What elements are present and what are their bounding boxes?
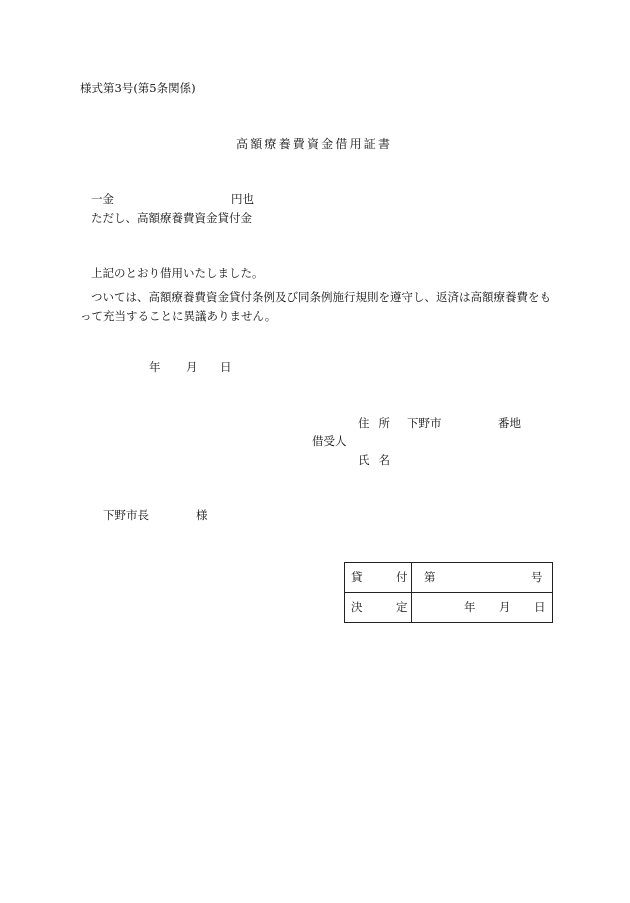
- decision-date-cell: [412, 593, 553, 623]
- amount-suffix: 円也: [231, 192, 254, 206]
- statement-paragraph-2: ついては、高額療養費資金貸付条例及び同条例施行規則を遵守し、返済は高額療養費をもって充当することに異議ありません。: [80, 290, 551, 323]
- amount-prefix: 一金: [91, 192, 114, 206]
- form-number: 様式第3号(第5条関係): [80, 81, 196, 95]
- loan-decision-table: [344, 562, 553, 623]
- addressee-name: 下野市長: [103, 508, 149, 522]
- addressee-honorific: 様: [196, 508, 208, 522]
- loan-number-prefix: 第: [424, 570, 436, 584]
- statement-paragraph-1: 上記のとおり借用いたしました。: [91, 266, 264, 280]
- date-month-label: 月: [186, 360, 198, 374]
- loan-label-b: 付: [396, 570, 408, 584]
- decision-month-label: 月: [499, 600, 511, 614]
- loan-number-suffix: 号: [531, 570, 543, 584]
- name-label: 氏名: [358, 453, 399, 467]
- decision-year-label: 年: [464, 600, 476, 614]
- decision-label-cell: [345, 593, 412, 623]
- document-title: 高額療養費資金借用証書: [236, 137, 393, 151]
- table-row: [345, 593, 553, 623]
- date-year-label: 年: [149, 360, 161, 374]
- decision-label-b: 定: [396, 600, 408, 614]
- loan-label-a: 貸: [351, 570, 363, 584]
- decision-day-label: 日: [534, 600, 546, 614]
- table-row: [345, 563, 553, 593]
- address-label: 住所: [358, 416, 399, 430]
- loan-label-cell: [345, 563, 412, 593]
- address-city: 下野市: [407, 416, 442, 430]
- decision-label-a: 決: [351, 600, 363, 614]
- date-day-label: 日: [220, 360, 232, 374]
- loan-purpose: ただし、高額療養費資金貸付金: [91, 211, 252, 225]
- address-banchi: 番地: [498, 416, 521, 430]
- borrower-label: 借受人: [312, 434, 347, 448]
- loan-number-cell: [412, 563, 553, 593]
